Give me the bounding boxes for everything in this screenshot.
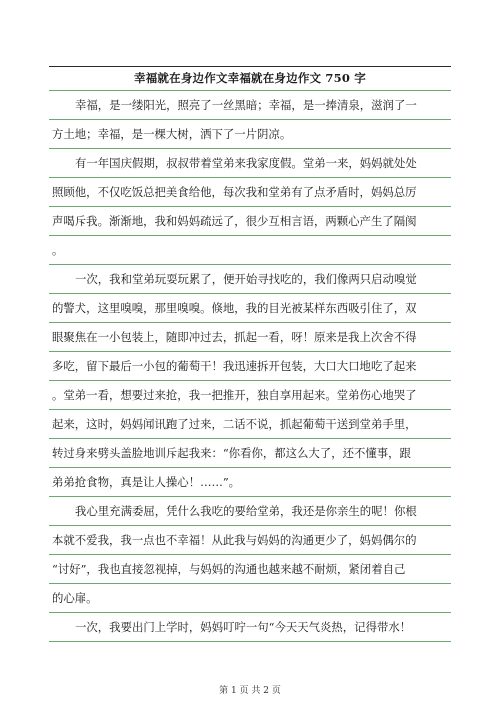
document-body <box>49 91 451 642</box>
text-line: 转过身来劈头盖脸地训斥起我来：“你看你，都这么大了，还不懂事，跟 <box>49 439 451 468</box>
text-line: “讨好”，我也直接忽视掉，与妈妈的沟通也越来越不耐烦，紧闭着自己 <box>49 555 451 584</box>
text-line: 。堂弟一看，想要过来抢，我一把推开，独自享用起来。堂弟伤心地哭了 <box>49 381 451 410</box>
text-line: 我心里充满委屈，凭什么我吃的要给堂弟，我还是你亲生的呢！你根 <box>49 497 451 526</box>
text-line: 。 <box>49 236 451 265</box>
text-line: 照顾他，不仅吃饭总把美食给他，每次我和堂弟有了点矛盾时，妈妈总厉 <box>49 178 451 207</box>
text-line: 幸福，是一缕阳光，照亮了一丝黑暗；幸福，是一捧清泉，滋润了一 <box>49 91 451 120</box>
text-line: 一次，我和堂弟玩耍玩累了，便开始寻找吃的，我们像两只启动嗅觉 <box>49 265 451 294</box>
text-line: 眼聚焦在一小包装上，随即冲过去，抓起一看，呀！原来是我上次舍不得 <box>49 323 451 352</box>
text-line: 声喝斥我。渐渐地，我和妈妈疏远了，很少互相言语，两颗心产生了隔阂 <box>49 207 451 236</box>
text-line: 的心扉。 <box>49 584 451 613</box>
text-line: 有一年国庆假期，叔叔带着堂弟来我家度假。堂弟一来，妈妈就处处 <box>49 149 451 178</box>
page-footer: 第 1 页 共 2 页 <box>219 686 281 696</box>
text-line: 本就不爱我，我一点也不幸福！从此我与妈妈的沟通更少了，妈妈偶尔的 <box>49 526 451 555</box>
text-line: 弟弟抢食物，真是让人操心！……”。 <box>49 468 451 497</box>
text-line: 的警犬，这里嗅嗅，那里嗅嗅。倏地，我的目光被某样东西吸引住了，双 <box>49 294 451 323</box>
document-title: 幸福就在身边作文幸福就在身边作文 750 字 <box>49 67 451 91</box>
text-line: 一次，我要出门上学时，妈妈叮咛一句“今天天气炎热，记得带水！ <box>49 613 451 642</box>
text-line: 多吃，留下最后一小包的葡萄干！我迅速拆开包装，大口大口地吃了起来 <box>49 352 451 381</box>
text-line: 起来，这时，妈妈闻讯跑了过来，二话不说，抓起葡萄干送到堂弟手里， <box>49 410 451 439</box>
text-line: 方土地；幸福，是一棵大树，洒下了一片阴凉。 <box>49 120 451 149</box>
document-page <box>49 66 451 642</box>
